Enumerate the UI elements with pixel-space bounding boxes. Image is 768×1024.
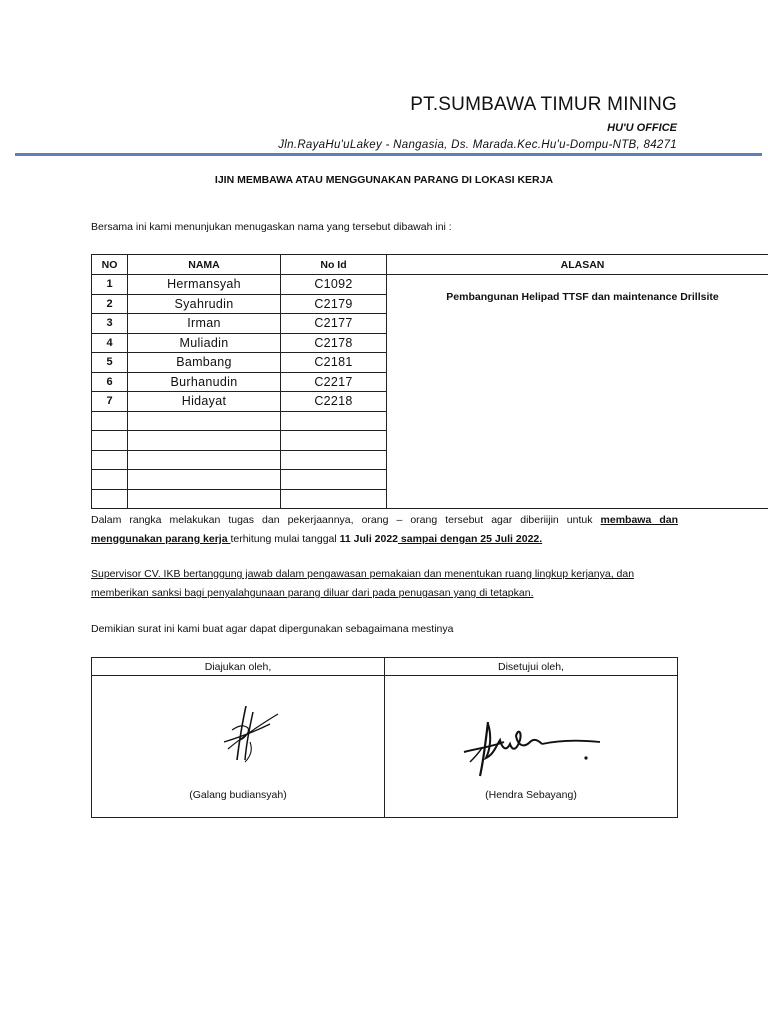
p1-text-a: Dalam rangka melakukan tugas dan pekerjaannya, orang – orang tersebut agar diberiijin untuk: [91, 514, 601, 526]
signature-table: [91, 657, 678, 818]
row-no: [92, 411, 128, 431]
row-no: 5: [92, 353, 128, 373]
row-id: [281, 489, 387, 509]
row-no: [92, 489, 128, 509]
row-no: 2: [92, 294, 128, 314]
row-id: C1092: [281, 275, 387, 295]
row-no: 7: [92, 392, 128, 412]
row-name: [128, 470, 281, 490]
row-id: C2177: [281, 314, 387, 334]
p1-start-date: 11 Juli 2022: [339, 533, 399, 545]
column-header-id: No Id: [281, 255, 387, 275]
row-no: [92, 470, 128, 490]
row-id: [281, 470, 387, 490]
row-name: Burhanudin: [128, 372, 281, 392]
row-id: C2179: [281, 294, 387, 314]
signature-cell-right: [385, 676, 678, 818]
approver-name: (Hendra Sebayang): [485, 789, 577, 801]
supervisor-paragraph: Supervisor CV. IKB bertanggung jawab dalam pengawasan pemakaian dan menentukan ruang lingkup kerjanya, dan memberikan sanksi bagi penyalahgunaan parang diluar dari pada penugasan yang di tetapkan.: [91, 568, 635, 599]
row-name: Hermansyah: [128, 275, 281, 295]
p1-text-b: membawa dan menggunakan parang kerja: [91, 514, 679, 545]
row-id: C2218: [281, 392, 387, 412]
approved-by-label: Disetujui oleh,: [385, 658, 678, 676]
row-name: Hidayat: [128, 392, 281, 412]
submitter-name: (Galang budiansyah): [189, 789, 287, 801]
reason-cell: Pembangunan Helipad TTSF dan maintenance Drillsite: [387, 275, 768, 509]
p1-end-date: sampai dengan 25 Juli 2022.: [398, 533, 543, 545]
row-name: Muliadin: [128, 333, 281, 353]
row-id: [281, 411, 387, 431]
table-header-row: [92, 255, 768, 275]
row-no: 6: [92, 372, 128, 392]
table-row: [92, 275, 768, 295]
row-name: [128, 411, 281, 431]
column-header-no: NO: [92, 255, 128, 275]
submitted-by-label: Diajukan oleh,: [92, 658, 385, 676]
row-id: C2181: [281, 353, 387, 373]
row-id: [281, 431, 387, 451]
row-name: Syahrudin: [128, 294, 281, 314]
row-name: [128, 450, 281, 470]
column-header-name: NAMA: [128, 255, 281, 275]
row-name: Irman: [128, 314, 281, 334]
row-name: [128, 489, 281, 509]
personnel-table: [91, 254, 768, 509]
letterhead: [278, 94, 677, 151]
row-no: 4: [92, 333, 128, 353]
office-name: HU'U OFFICE: [607, 122, 677, 134]
row-no: [92, 431, 128, 451]
row-no: 1: [92, 275, 128, 295]
document-title: IJIN MEMBAWA ATAU MENGGUNAKAN PARANG DI LOKASI KERJA: [214, 174, 554, 186]
company-address: Jln.RayaHu'uLakey - Nangasia, Ds. Marada.Kec.Hu'u-Dompu-NTB, 84271: [278, 139, 677, 151]
permission-paragraph: [91, 511, 678, 549]
column-header-reason: ALASAN: [387, 255, 768, 275]
closing-paragraph: Demikian surat ini kami buat agar dapat dipergunakan sebagaimana mestinya: [91, 623, 454, 635]
signature-left-icon: [212, 702, 282, 767]
signature-right-icon: [460, 718, 610, 783]
header-divider: [15, 153, 762, 156]
p1-text-c: terhitung mulai tanggal: [230, 533, 340, 545]
signature-cell-left: [92, 676, 385, 818]
company-name: PT.SUMBAWA TIMUR MINING: [410, 94, 677, 115]
row-name: [128, 431, 281, 451]
row-no: 3: [92, 314, 128, 334]
row-id: C2217: [281, 372, 387, 392]
row-name: Bambang: [128, 353, 281, 373]
row-id: [281, 450, 387, 470]
intro-text: Bersama ini kami menunjukan menugaskan nama yang tersebut dibawah ini :: [91, 221, 452, 233]
row-id: C2178: [281, 333, 387, 353]
row-no: [92, 450, 128, 470]
